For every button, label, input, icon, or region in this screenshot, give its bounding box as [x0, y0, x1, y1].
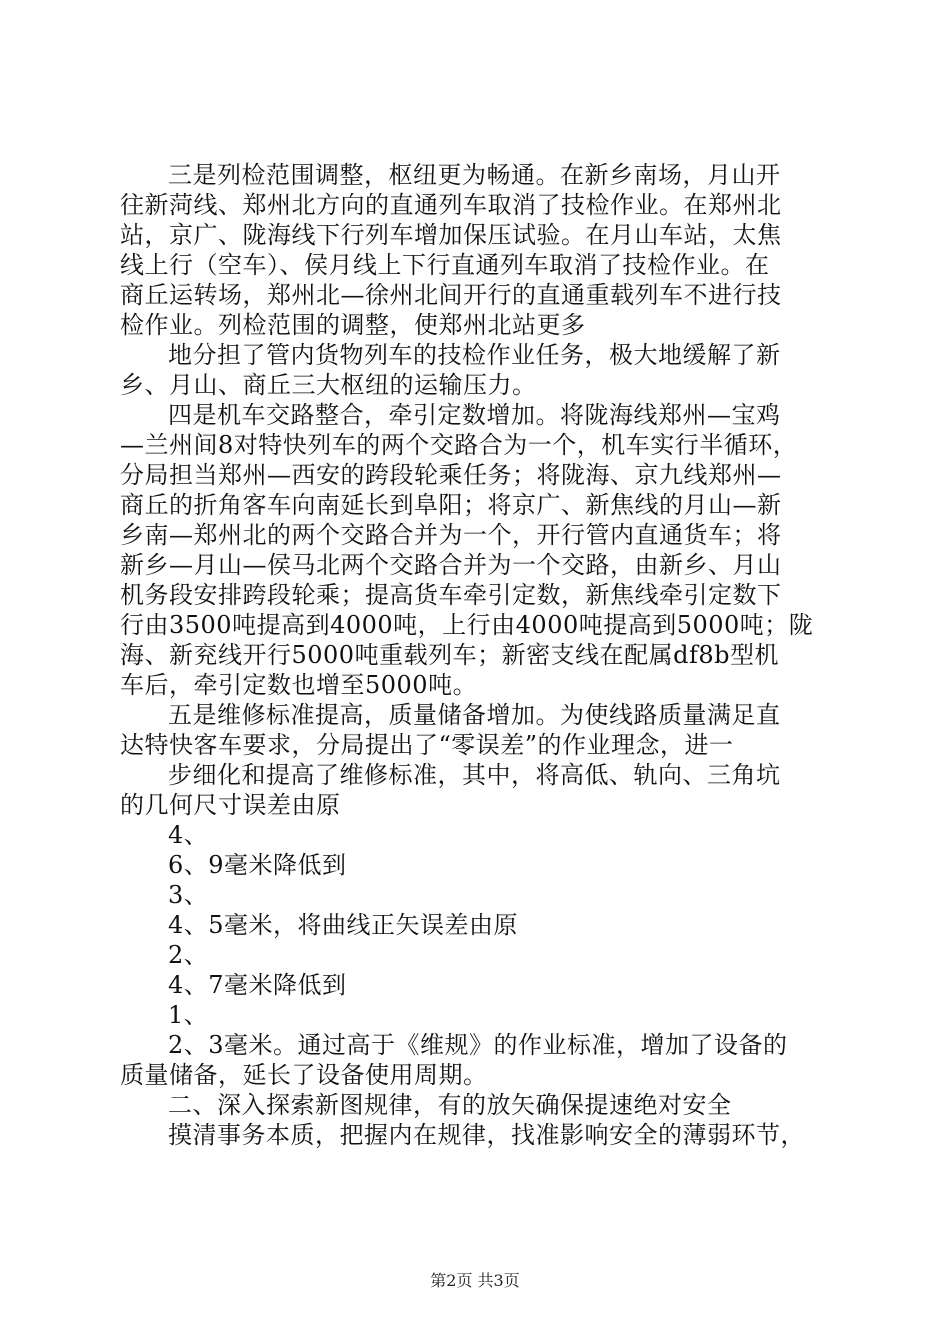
- page-number-footer: 第2页 共3页: [430, 1271, 520, 1290]
- paragraph-line: 海、新兖线开行5000吨重载列车；新密支线在配属df8b型机: [120, 641, 779, 669]
- paragraph-line: 乡南—郑州北的两个交路合并为一个，开行管内直通货车；将: [120, 521, 782, 549]
- paragraph-line: 4、5毫米，将曲线正矢误差由原: [168, 911, 519, 939]
- paragraph-line: 乡、月山、商丘三大枢纽的运输压力。: [120, 371, 537, 399]
- paragraph-line: 四是机车交路整合，牵引定数增加。将陇海线郑州—宝鸡: [168, 401, 781, 429]
- paragraph-line: 2、3毫米。通过高于《维规》的作业标准，增加了设备的: [168, 1031, 788, 1059]
- document-body: [120, 160, 840, 1150]
- paragraph-line: 的几何尺寸误差由原: [120, 791, 341, 819]
- paragraph-line: 步细化和提高了维修标准，其中，将高低、轨向、三角坑: [168, 761, 781, 789]
- paragraph-line: 2、: [168, 941, 209, 969]
- paragraph-line: 站，京广、陇海线下行列车增加保压试验。在月山车站，太焦: [120, 221, 782, 249]
- paragraph-line: 行由3500吨提高到4000吨，上行由4000吨提高到5000吨；陇: [120, 611, 814, 639]
- paragraph-line: 地分担了管内货物列车的技检作业任务，极大地缓解了新: [168, 341, 781, 369]
- paragraph-line: 3、: [168, 881, 209, 909]
- paragraph-line: 线上行（空车）、侯月线上下行直通列车取消了技检作业。在: [120, 251, 770, 279]
- paragraph-line: 4、: [168, 821, 209, 849]
- paragraph-line: —兰州间8对特快列车的两个交路合为一个，机车实行半循环，: [120, 431, 798, 459]
- paragraph-line: 分局担当郑州—西安的跨段轮乘任务；将陇海、京九线郑州—: [120, 461, 782, 489]
- paragraph-line: 达特快客车要求，分局提出了“零误差”的作业理念，进一: [120, 731, 734, 759]
- paragraph-line: 新乡—月山—侯马北两个交路合并为一个交路，由新乡、月山: [120, 551, 782, 579]
- paragraph-line: 质量储备，延长了设备使用周期。: [120, 1061, 488, 1089]
- paragraph-line: 往新菏线、郑州北方向的直通列车取消了技检作业。在郑州北: [120, 191, 782, 219]
- paragraph-line: 6、9毫米降低到: [168, 851, 347, 879]
- paragraph-line: 4、7毫米降低到: [168, 971, 347, 999]
- paragraph-line: 摸清事务本质，把握内在规律，找准影响安全的薄弱环节，: [168, 1121, 805, 1149]
- section-heading: 二、深入探索新图规律，有的放矢确保提速绝对安全: [168, 1091, 732, 1119]
- paragraph-line: 车后，牵引定数也增至5000吨。: [120, 671, 478, 699]
- paragraph-line: 商丘运转场，郑州北—徐州北间开行的直通重载列车不进行技: [120, 281, 782, 309]
- paragraph-line: 机务段安排跨段轮乘；提高货车牵引定数，新焦线牵引定数下: [120, 581, 782, 609]
- paragraph-line: 1、: [168, 1001, 209, 1029]
- paragraph-line: 检作业。列检范围的调整，使郑州北站更多: [120, 311, 586, 339]
- paragraph-line: 五是维修标准提高，质量储备增加。为使线路质量满足直: [168, 701, 781, 729]
- paragraph-line: 商丘的折角客车向南延长到阜阳；将京广、新焦线的月山—新: [120, 491, 782, 519]
- paragraph-line: 三是列检范围调整，枢纽更为畅通。在新乡南场，月山开: [168, 161, 781, 189]
